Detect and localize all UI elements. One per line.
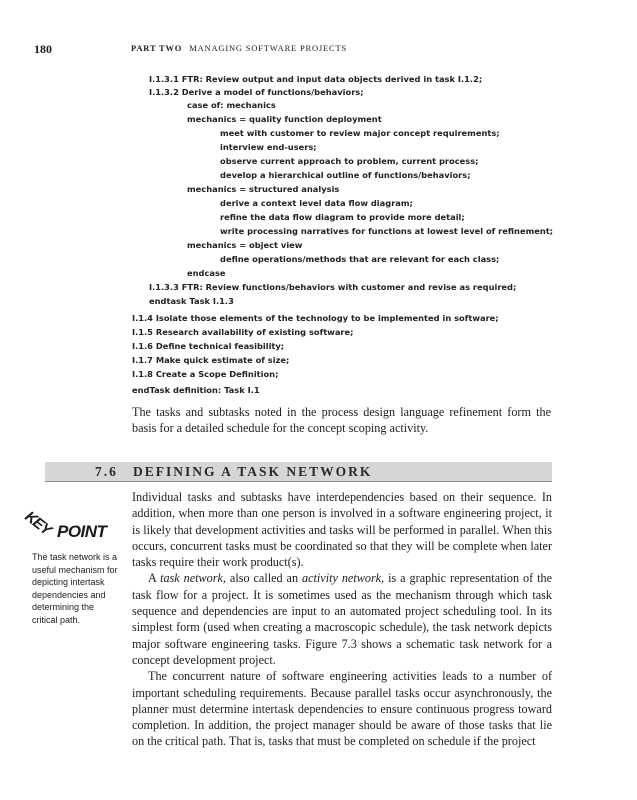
- section-heading: [45, 462, 552, 481]
- intro-text: The tasks and subtasks noted in the process design language refinement form the basis for a detailed schedule for the concept scoping activity.: [132, 405, 551, 436]
- paragraph-text: also called an: [225, 571, 303, 586]
- point-label: POINT: [57, 522, 107, 541]
- part-label: PART TWO: [131, 43, 183, 53]
- pdl-line: mechanics = structured analysis: [187, 184, 340, 194]
- pdl-line: derive a context level data flow diagram;: [220, 198, 413, 208]
- pdl-line: I.1.5 Research availability of existing software;: [132, 327, 354, 337]
- key-point-logo: [21, 508, 124, 541]
- pdl-line: meet with customer to review major concept requirements;: [220, 128, 500, 138]
- section-divider: [45, 481, 552, 482]
- pdl-line: I.1.6 Define technical feasibility;: [132, 341, 285, 351]
- pdl-line: develop a hierarchical outline of functions/behaviors;: [220, 170, 471, 180]
- paragraph: [132, 570, 552, 668]
- paragraph-text: is a graphic representation of the task flow for a project. It is sometimes used as the mechanism through which task sequence and dependencies are input to an automated project scheduling tool. In its simplest form (used when creating a macroscopic schedule), the task network depicts major software engineering tasks. Figure 7.3 shows a schematic task network for a concept development project.: [132, 571, 553, 667]
- page-number: 180: [34, 42, 52, 56]
- pdl-line: endcase: [187, 268, 226, 278]
- pdl-line: interview end-users;: [220, 142, 317, 152]
- pdl-line: I.1.3.3 FTR: Review functions/behaviors with customer and revise as required;: [149, 282, 517, 292]
- intro-paragraph: [132, 404, 551, 437]
- key-label: KEY: [21, 508, 54, 539]
- pdl-line: I.1.8 Create a Scope Definition;: [132, 369, 279, 379]
- running-head-title: MANAGING SOFTWARE PROJECTS: [189, 43, 347, 53]
- term-task-network: task network,: [160, 571, 226, 586]
- pdl-line: I.1.7 Make quick estimate of size;: [132, 355, 290, 365]
- pdl-line: endtask Task I.1.3: [149, 296, 234, 306]
- pdl-line: observe current approach to problem, current process;: [220, 156, 479, 166]
- term-activity-network: activity network,: [302, 571, 385, 586]
- pdl-line: mechanics = object view: [187, 240, 303, 250]
- key-point-note: The task network is a useful mechanism for depicting intertask dependencies and determining the critical path.: [32, 552, 118, 625]
- section-number: 7.6: [95, 464, 118, 479]
- pdl-line: I.1.3.2 Derive a model of functions/behaviors;: [149, 87, 364, 97]
- pdl-line: mechanics = quality function deployment: [187, 114, 382, 124]
- pdl-line: write processing narratives for functions at lowest level of refinement;: [220, 226, 554, 236]
- page-header: [34, 42, 594, 56]
- paragraph: Individual tasks and subtasks have interdependencies based on their sequence. In addition, when more than one person is involved in a software engineering project, it is likely that development activities and tasks will be performed in parallel. When this occurs, concurrent tasks must be coordinated so that they will be complete when later tasks require their work product(s).: [132, 490, 552, 570]
- running-head: [131, 43, 347, 53]
- paragraph-text: A: [148, 571, 161, 586]
- paragraph: The concurrent nature of software engineering activities leads to a number of important scheduling requirements. Because parallel tasks occur asynchronously, the planner must determine intertask dependencies to ensure continuous progress toward completion. In addition, the project manager should be aware of those tasks that lie on the critical path. That is, tasks that must be completed on schedule if the project: [132, 669, 552, 749]
- pdl-line: I.1.3.1 FTR: Review output and input data objects derived in task I.1.2;: [149, 74, 483, 84]
- section-body: [132, 489, 552, 750]
- pdl-line: case of: mechanics: [187, 100, 276, 110]
- pdl-line: endTask definition: Task I.1: [132, 385, 260, 395]
- section-title: DEFINING A TASK NETWORK: [133, 464, 373, 479]
- pdl-line: I.1.4 Isolate those elements of the technology to be implemented in software;: [132, 313, 499, 323]
- pdl-line: define operations/methods that are relevant for each class;: [220, 254, 500, 264]
- pdl-line: refine the data flow diagram to provide more detail;: [220, 212, 465, 222]
